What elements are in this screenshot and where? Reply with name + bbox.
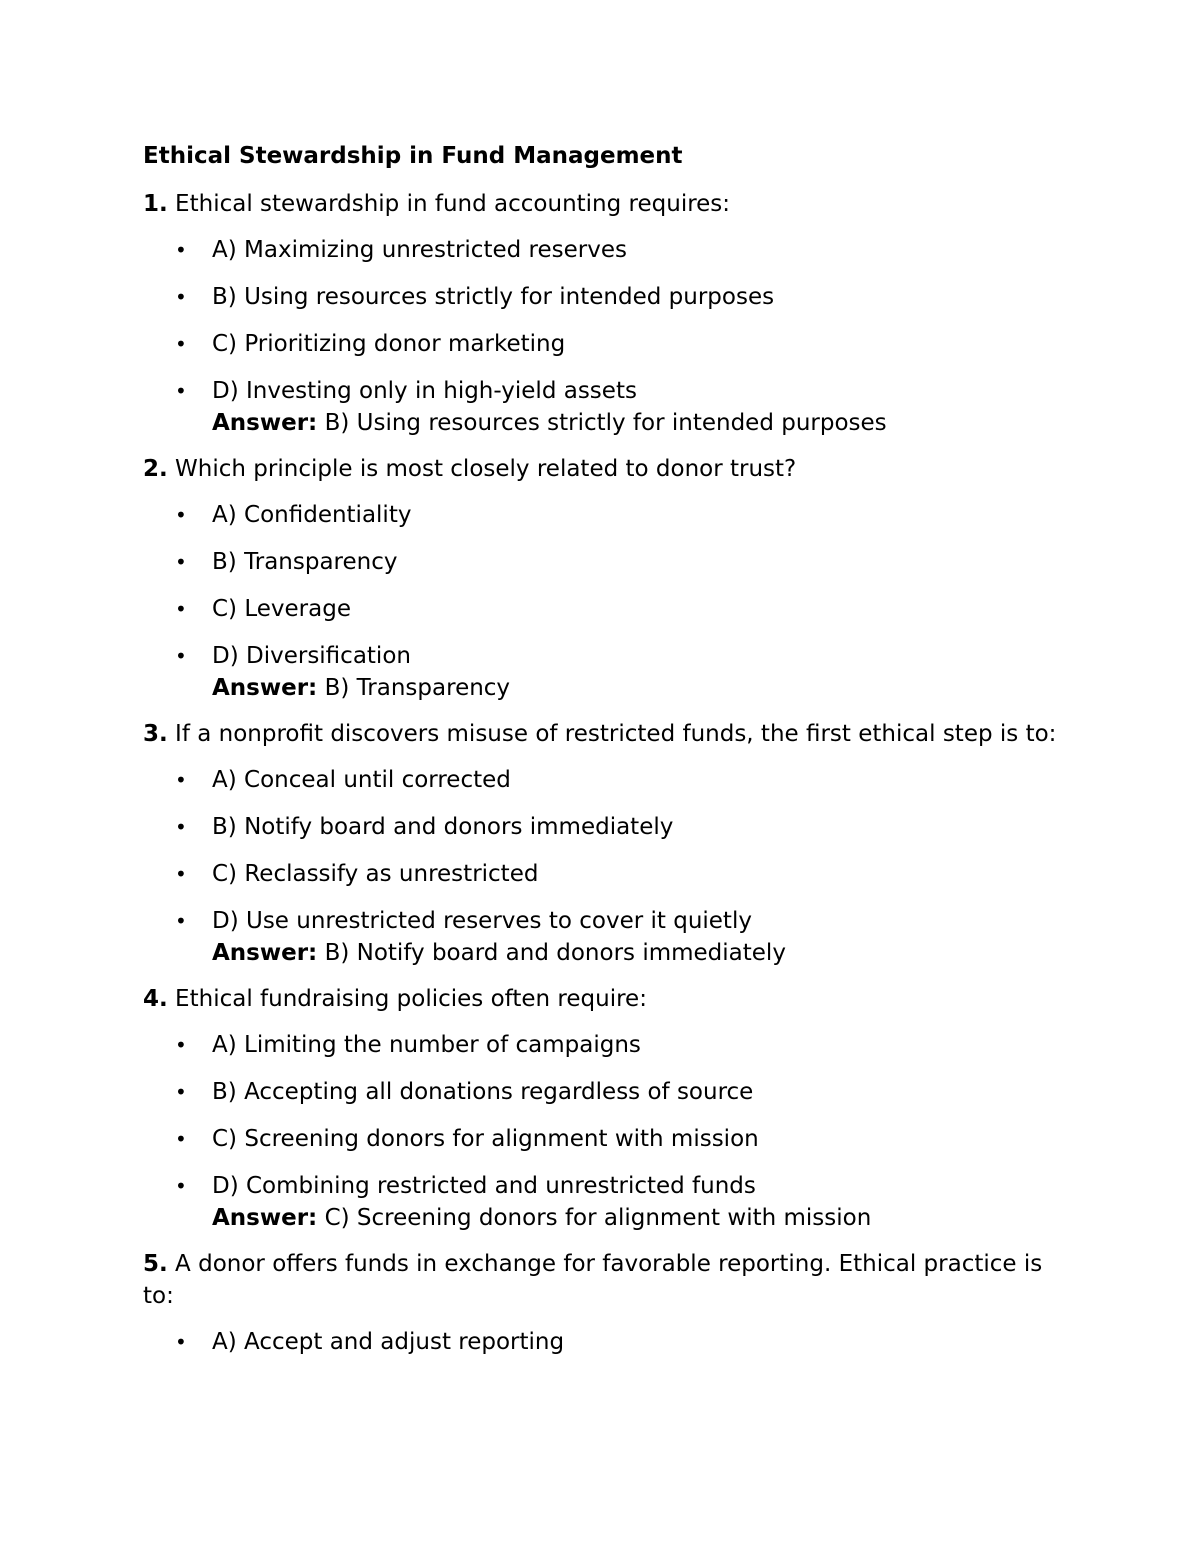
bullet-icon: • — [175, 238, 187, 262]
answer-label: Answer: — [212, 410, 318, 436]
question-number: 2. — [143, 456, 168, 482]
answer-label: Answer: — [212, 940, 318, 966]
question-list — [143, 188, 1063, 1358]
question-2 — [143, 453, 1063, 485]
answer-line — [212, 407, 1063, 439]
question-text: Ethical fundraising policies often require: — [167, 986, 647, 1012]
option-item — [143, 1170, 1063, 1234]
option-item — [143, 375, 1063, 439]
document-title: Ethical Stewardship in Fund Management — [143, 143, 683, 169]
question-1 — [143, 188, 1063, 220]
option-item — [143, 546, 1063, 578]
bullet-icon: • — [175, 815, 187, 839]
option-text: C) Screening donors for alignment with mission — [212, 1126, 759, 1152]
bullet-icon: • — [175, 1080, 187, 1104]
question-number: 3. — [143, 721, 168, 747]
bullet-icon: • — [175, 550, 187, 574]
option-text: A) Accept and adjust reporting — [212, 1329, 565, 1355]
option-item — [143, 905, 1063, 969]
option-item — [143, 1076, 1063, 1108]
option-text: B) Accepting all donations regardless of source — [212, 1079, 754, 1105]
option-text: D) Use unrestricted reserves to cover it quietly — [212, 908, 752, 934]
question-number: 4. — [143, 986, 168, 1012]
bullet-icon: • — [175, 1330, 187, 1354]
bullet-icon: • — [175, 597, 187, 621]
bullet-icon: • — [175, 1033, 187, 1057]
option-item — [143, 764, 1063, 796]
bullet-icon: • — [175, 1127, 187, 1151]
option-list — [143, 499, 1063, 704]
bullet-icon: • — [175, 503, 187, 527]
option-text: A) Conceal until corrected — [212, 767, 511, 793]
option-item — [143, 858, 1063, 890]
option-item — [143, 1326, 1063, 1358]
question-text: Ethical stewardship in fund accounting requires: — [167, 191, 731, 217]
document-page — [143, 138, 1063, 1372]
bullet-icon: • — [175, 862, 187, 886]
option-text: D) Diversification — [212, 643, 411, 669]
bullet-icon: • — [175, 909, 187, 933]
option-text: B) Transparency — [212, 549, 398, 575]
option-text: A) Maximizing unrestricted reserves — [212, 237, 627, 263]
option-item — [143, 281, 1063, 313]
answer-text: C) Screening donors for alignment with mission — [317, 1205, 872, 1231]
option-item — [143, 499, 1063, 531]
answer-line — [212, 1202, 1063, 1234]
question-3 — [143, 718, 1063, 750]
bullet-icon: • — [175, 285, 187, 309]
answer-label: Answer: — [212, 1205, 318, 1231]
option-text: D) Combining restricted and unrestricted funds — [212, 1173, 756, 1199]
question-4 — [143, 983, 1063, 1015]
question-text: A donor offers funds in exchange for favorable reporting. Ethical practice is to: — [143, 1251, 1043, 1309]
question-number: 1. — [143, 191, 168, 217]
question-5 — [143, 1248, 1063, 1312]
answer-line — [212, 672, 1063, 704]
option-item — [143, 640, 1063, 704]
option-text: D) Investing only in high-yield assets — [212, 378, 637, 404]
bullet-icon: • — [175, 332, 187, 356]
option-text: C) Reclassify as unrestricted — [212, 861, 539, 887]
option-text: A) Limiting the number of campaigns — [212, 1032, 641, 1058]
option-text: A) Confidentiality — [212, 502, 412, 528]
option-item — [143, 234, 1063, 266]
option-item — [143, 811, 1063, 843]
answer-line — [212, 937, 1063, 969]
option-list — [143, 764, 1063, 969]
option-text: B) Notify board and donors immediately — [212, 814, 674, 840]
answer-text: B) Transparency — [317, 675, 511, 701]
option-item — [143, 1123, 1063, 1155]
bullet-icon: • — [175, 379, 187, 403]
option-item — [143, 593, 1063, 625]
option-text: B) Using resources strictly for intended purposes — [212, 284, 775, 310]
bullet-icon: • — [175, 768, 187, 792]
option-list — [143, 1326, 1063, 1358]
question-text: Which principle is most closely related to donor trust? — [167, 456, 797, 482]
question-text: If a nonprofit discovers misuse of restricted funds, the first ethical step is to: — [167, 721, 1057, 747]
option-item — [143, 328, 1063, 360]
option-text: C) Prioritizing donor marketing — [212, 331, 566, 357]
answer-text: B) Using resources strictly for intended purposes — [317, 410, 887, 436]
option-item — [143, 1029, 1063, 1061]
bullet-icon: • — [175, 1174, 187, 1198]
question-number: 5. — [143, 1251, 168, 1277]
bullet-icon: • — [175, 644, 187, 668]
answer-label: Answer: — [212, 675, 318, 701]
option-list — [143, 1029, 1063, 1234]
answer-text: B) Notify board and donors immediately — [317, 940, 786, 966]
option-text: C) Leverage — [212, 596, 351, 622]
option-list — [143, 234, 1063, 439]
